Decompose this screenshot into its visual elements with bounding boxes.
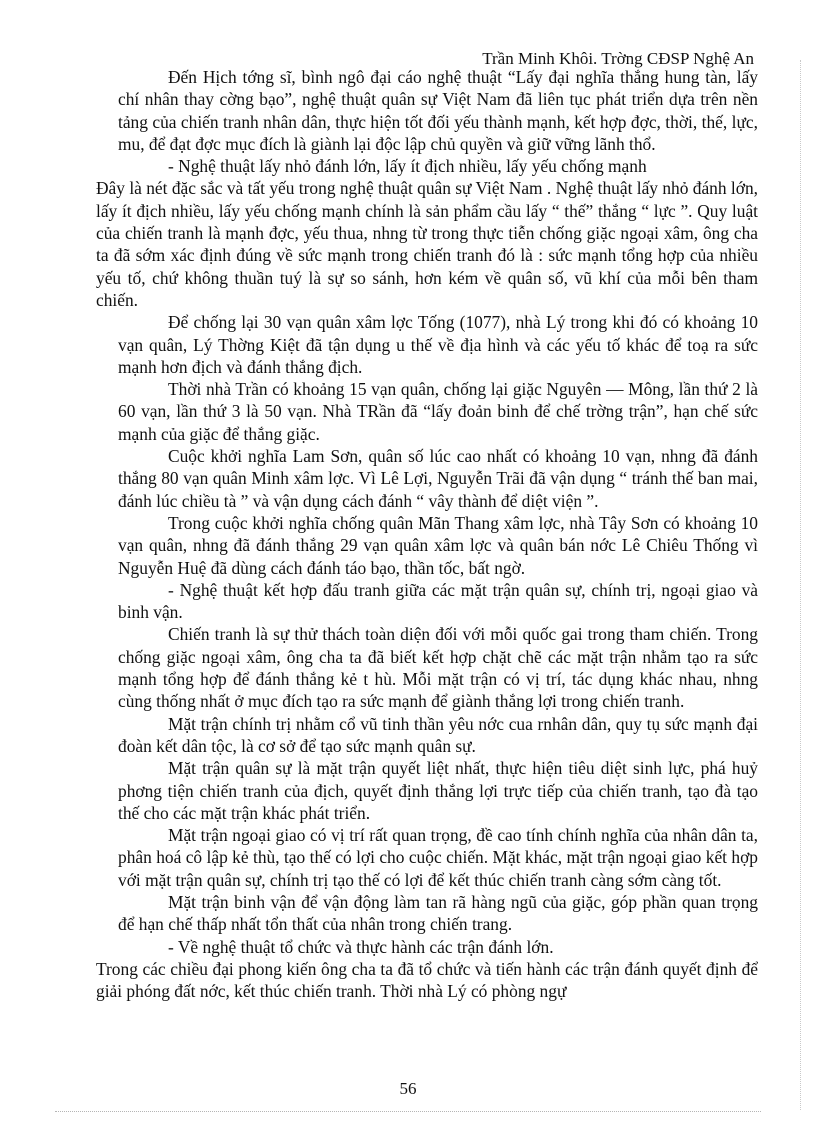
paragraph: Mặt trận chính trị nhằm cổ vũ tinh thần yêu nớc cua rnhân dân, quy tụ sức mạnh đại đoàn kết dân tộc, là cơ sở để tạo sức mạnh quân sự.	[118, 713, 758, 756]
paragraph: Cuộc khởi nghĩa Lam Sơn, quân số lúc cao nhất có khoảng 10 vạn, nhng đã đánh thắng 80 vạn quân Minh xâm lợc. Vì Lê Lợi, Nguyễn Trãi đã vận dụng “ tránh thế ban mai, đánh lúc chiều tà ” và vận dụng cách đánh “ vây thành để diệt viện ”.	[118, 446, 758, 511]
page-number: 56	[399, 1079, 417, 1098]
body-text	[96, 66, 758, 1002]
section-heading: - Về nghệ thuật tổ chức và thực hành các trận đánh lớn.	[168, 936, 554, 957]
section-heading: - Nghệ thuật kết hợp đấu tranh giữa các mặt trận quân sự, chính trị, ngoại giao và binh vận.	[118, 579, 758, 623]
footer-divider	[55, 1111, 761, 1112]
running-header: Trần Minh Khôi. Trờng CĐSP Nghệ An	[482, 49, 754, 68]
paragraph: Mặt trận binh vận để vận động làm tan rã hàng ngũ của giặc, góp phần quan trọng để hạn chế thấp nhất tổn thất của nhân trong chiến trang.	[118, 891, 758, 935]
paragraph: Đến Hịch tớng sĩ, bình ngô đại cáo nghệ thuật “Lấy đại nghĩa thắng hung tàn, lấy chí nhân thay cờng bạo”, nghệ thuật quân sự Việt Nam đã liên tục phát triển dựa trên nền tảng của chiến tranh nhân dân, thực hiện tốt đối yếu thành mạnh, kết hợp đợc, thời, thế, lực, mu, để đạt đợc mục đích là giành lại độc lập chủ quyền và giữ vững lãnh thổ.	[118, 67, 758, 154]
paragraph: Đây là nét đặc sắc và tất yếu trong nghệ thuật quân sự Việt Nam . Nghệ thuật lấy nhỏ đánh lớn, lấy ít địch nhiều, lấy yếu chống mạnh chính là sản phẩm cầu lấy “ thế” thắng “ lực ”. Quy luật của chiến tranh là mạnh đợc, yếu thua, nhng từ trong thực tiễn chống giặc ngoại xâm, ông cha ta đã sớm xác định đúng về sức mạnh trong chiến tranh đó là : sức mạnh tổng hợp của nhiều yếu tố, chứ không thuần tuý là sự so sánh, hơn kém về quân số, vũ khí của mỗi bên tham chiến.	[96, 178, 758, 310]
paragraph: Trong các chiều đại phong kiến ông cha ta đã tổ chức và tiến hành các trận đánh quyết định để giải phóng đất nớc, kết thúc chiến tranh. Thời nhà Lý có phòng ngự	[96, 958, 758, 1002]
paragraph: Mặt trận ngoại giao có vị trí rất quan trọng, đề cao tính chính nghĩa của nhân dân ta, phân hoá cô lập kẻ thù, tạo thế có lợi cho cuộc chiến. Mặt khác, mặt trận ngoại giao kết hợp với mặt trận quân sự, chính trị tạo thế có lợi để kết thúc chiến tranh càng sớm càng tốt.	[118, 825, 758, 890]
paragraph: Chiến tranh là sự thử thách toàn diện đối với mỗi quốc gai trong tham chiến. Trong chống giặc ngoại xâm, ông cha ta đã biết kết hợp chặt chẽ các mặt trận nhằm tạo ra sức mạnh tổng hợp để đánh thắng kẻ t hù. Mỗi mặt trận có vị trí, tác dụng khác nhau, nhng cùng thống nhất ở mục đích tạo ra sức mạnh để giành thắng lợi trong chiến tranh.	[118, 624, 758, 712]
paragraph: Để chống lại 30 vạn quân xâm lợc Tống (1077), nhà Lý trong khi đó có khoảng 10 vạn quân, Lý Thờng Kiệt đã tận dụng u thế về địa hình và các yếu tố khác để toạ ra sức mạnh hơn địch và đánh thắng địch.	[118, 312, 758, 377]
paragraph: Thời nhà Trần có khoảng 15 vạn quân, chống lại giặc Nguyên — Mông, lần thứ 2 là 60 vạn, lần thứ 3 là 50 vạn. Nhà TRần đã “lấy đoản binh để chế trờng trận”, hạn chế sức mạnh của giặc để thắng giặc.	[118, 379, 758, 444]
paragraph: Trong cuộc khởi nghĩa chống quân Mãn Thang xâm lợc, nhà Tây Sơn có khoảng 10 vạn quân, nhng đã đánh thắng 29 vạn quân xâm lợc và quân bán nớc Lê Chiêu Thống vì Nguyễn Huệ đã dùng cách đánh táo bạo, thần tốc, bất ngờ.	[118, 512, 758, 578]
margin-divider	[800, 60, 801, 1110]
section-heading: - Nghệ thuật lấy nhỏ đánh lớn, lấy ít địch nhiều, lấy yếu chống mạnh	[168, 156, 647, 177]
paragraph: Mặt trận quân sự là mặt trận quyết liệt nhất, thực hiện tiêu diệt sinh lực, phá huỷ phơng tiện chiến tranh của địch, quyết định thắng lợi trực tiếp của chiến tranh, tạo đà tạo thế cho các mặt trận khác phát triển.	[118, 758, 758, 823]
